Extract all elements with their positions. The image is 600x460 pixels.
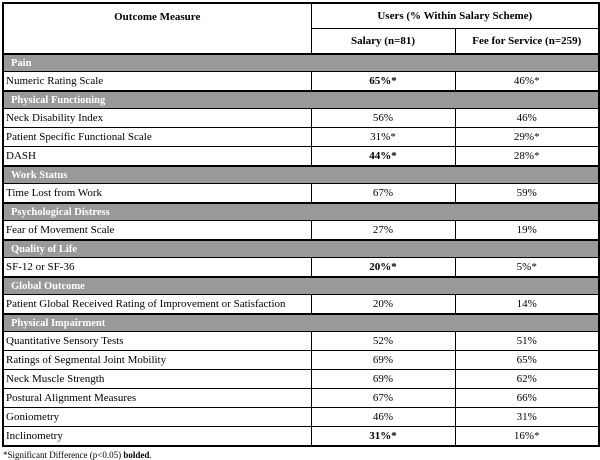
outcome-measure-cell: Numeric Rating Scale (3, 72, 311, 92)
header-users-group: Users (% Within Salary Scheme) (311, 3, 599, 29)
salary-value-cell: 65%* (311, 72, 455, 92)
salary-value-cell: 56% (311, 109, 455, 128)
footnote (3, 450, 598, 460)
footnote-text: *Significant Difference (p<0.05) (3, 450, 124, 460)
outcome-measure-cell: Postural Alignment Measures (3, 389, 311, 408)
fee-for-service-value-cell: 29%* (455, 128, 599, 147)
table-row (3, 72, 599, 92)
outcome-measure-cell: Time Lost from Work (3, 184, 311, 204)
header-fee-for-service-column: Fee for Service (n=259) (455, 29, 599, 55)
salary-value-cell: 44%* (311, 147, 455, 167)
salary-value-cell: 31%* (311, 427, 455, 447)
table-row (3, 351, 599, 370)
header-outcome-measure: Outcome Measure (3, 3, 311, 54)
salary-value-cell: 52% (311, 332, 455, 351)
table-row (3, 184, 599, 204)
section-title: Physical Functioning (3, 91, 599, 109)
fee-for-service-value-cell: 59% (455, 184, 599, 204)
table-row (3, 109, 599, 128)
fee-for-service-value-cell: 28%* (455, 147, 599, 167)
outcome-measure-cell: Fear of Movement Scale (3, 221, 311, 241)
section-title: Work Status (3, 166, 599, 184)
section-title: Global Outcome (3, 277, 599, 295)
section-header-row (3, 166, 599, 184)
salary-value-cell: 67% (311, 389, 455, 408)
salary-value-cell: 69% (311, 351, 455, 370)
outcome-measure-cell: Neck Disability Index (3, 109, 311, 128)
section-header-row (3, 314, 599, 332)
table-row (3, 295, 599, 315)
salary-value-cell: 27% (311, 221, 455, 241)
fee-for-service-value-cell: 62% (455, 370, 599, 389)
fee-for-service-value-cell: 46%* (455, 72, 599, 92)
salary-value-cell: 46% (311, 408, 455, 427)
outcome-measure-cell: DASH (3, 147, 311, 167)
section-title: Psychological Distress (3, 203, 599, 221)
salary-value-cell: 20% (311, 295, 455, 315)
salary-value-cell: 31%* (311, 128, 455, 147)
section-header-row (3, 91, 599, 109)
table-row (3, 370, 599, 389)
fee-for-service-value-cell: 46% (455, 109, 599, 128)
header-salary-column: Salary (n=81) (311, 29, 455, 55)
fee-for-service-value-cell: 31% (455, 408, 599, 427)
table-row (3, 427, 599, 447)
table-row (3, 389, 599, 408)
outcome-measures-table (2, 2, 600, 447)
outcome-measure-cell: Quantitative Sensory Tests (3, 332, 311, 351)
header-row-1 (3, 3, 599, 29)
section-title: Quality of Life (3, 240, 599, 258)
salary-value-cell: 67% (311, 184, 455, 204)
footnote-bold-word: bolded (123, 450, 150, 460)
outcome-measure-cell: Patient Specific Functional Scale (3, 128, 311, 147)
section-title: Physical Impairment (3, 314, 599, 332)
section-header-row (3, 54, 599, 72)
table-row (3, 408, 599, 427)
section-header-row (3, 203, 599, 221)
table-header (3, 3, 599, 54)
salary-value-cell: 69% (311, 370, 455, 389)
outcome-measure-cell: Patient Global Received Rating of Improvement or Satisfaction (3, 295, 311, 315)
fee-for-service-value-cell: 5%* (455, 258, 599, 278)
outcome-measure-cell: Inclinometry (3, 427, 311, 447)
section-header-row (3, 240, 599, 258)
table-row (3, 221, 599, 241)
fee-for-service-value-cell: 14% (455, 295, 599, 315)
table-row (3, 258, 599, 278)
table-row (3, 332, 599, 351)
table-row (3, 128, 599, 147)
section-title: Pain (3, 54, 599, 72)
fee-for-service-value-cell: 51% (455, 332, 599, 351)
outcome-measure-cell: SF-12 or SF-36 (3, 258, 311, 278)
table-row (3, 147, 599, 167)
outcome-measure-cell: Ratings of Segmental Joint Mobility (3, 351, 311, 370)
fee-for-service-value-cell: 65% (455, 351, 599, 370)
section-header-row (3, 277, 599, 295)
table-body (3, 54, 599, 446)
fee-for-service-value-cell: 16%* (455, 427, 599, 447)
fee-for-service-value-cell: 66% (455, 389, 599, 408)
fee-for-service-value-cell: 19% (455, 221, 599, 241)
footnote-period: . (149, 450, 152, 460)
outcome-measure-cell: Neck Muscle Strength (3, 370, 311, 389)
salary-value-cell: 20%* (311, 258, 455, 278)
outcome-measure-cell: Goniometry (3, 408, 311, 427)
